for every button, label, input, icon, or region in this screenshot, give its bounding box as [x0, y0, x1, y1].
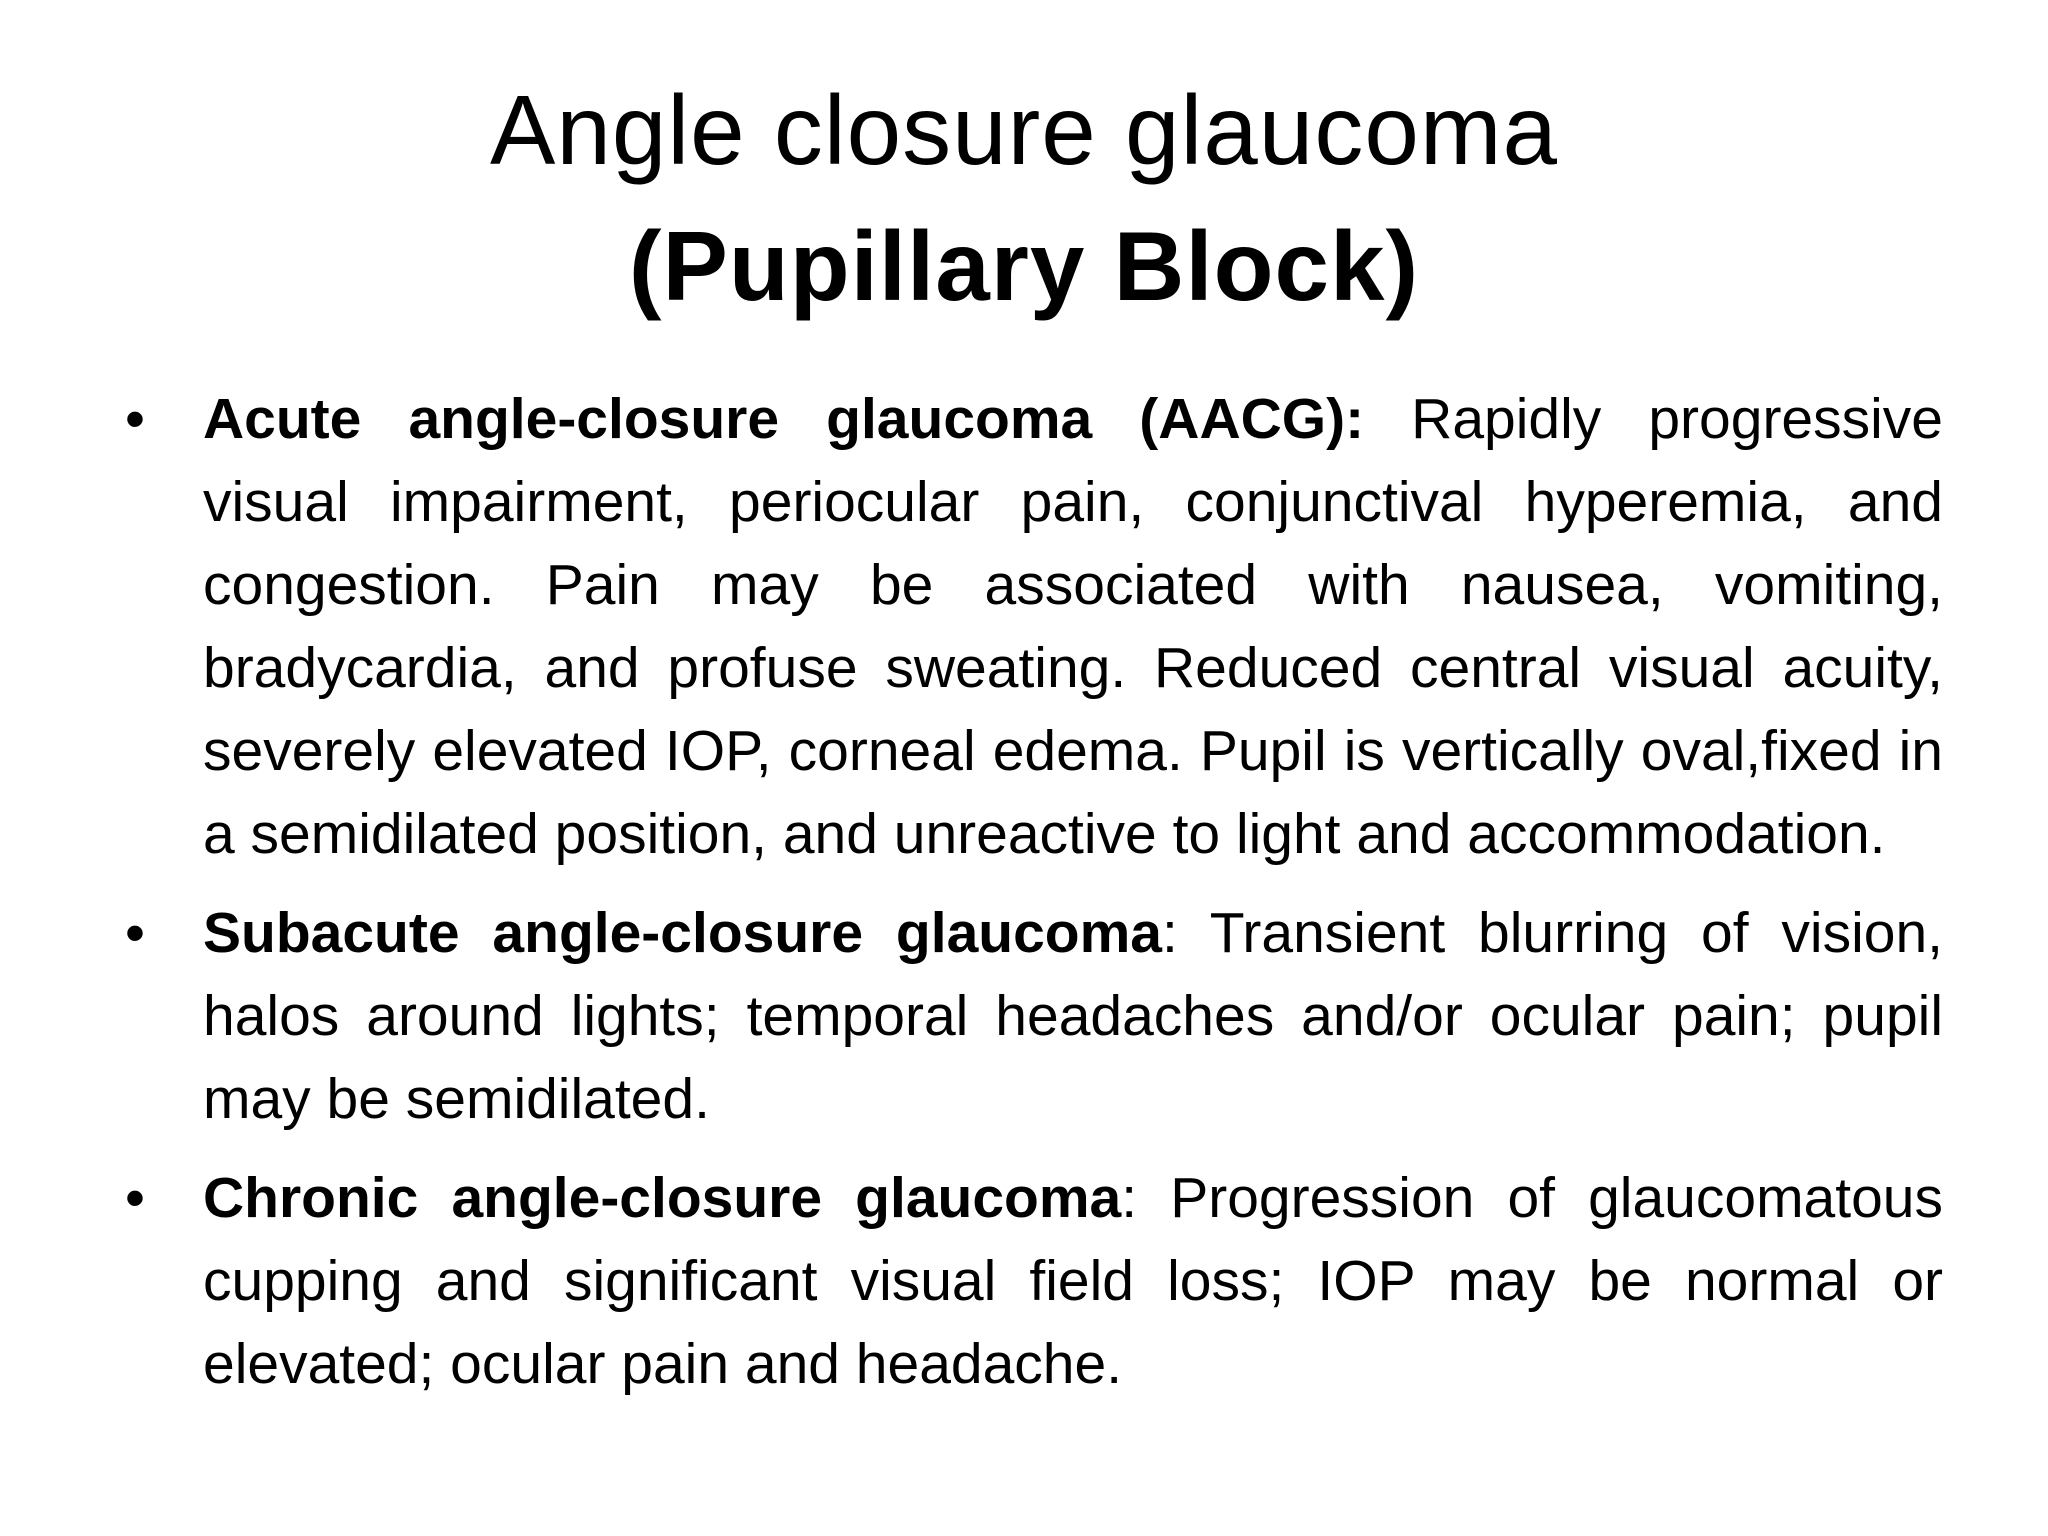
bullet-item-subacute [125, 892, 1943, 1141]
bullet-item-chronic [125, 1157, 1943, 1406]
bullet-text: Rapidly progressive visual impairment, periocular pain, conjunctival hyperemia, and congestion. Pain may be associated with nausea, vomiting, bradycardia, and profuse sweating. Reduced central visual acuity, severely elevated IOP, corneal edema. Pupil is vertically oval,fixed in a semidilated position, and unreactive to light and accommodation. [203, 387, 1943, 866]
title-line-main: Angle closure glaucoma [490, 75, 1558, 185]
bullet-icon: • [125, 901, 145, 965]
bullet-term: Subacute angle-closure glaucoma [203, 901, 1162, 965]
bullet-separator: : [1121, 1166, 1138, 1230]
bullet-list [125, 378, 1943, 1422]
title-line-subtitle: (Pupillary Block) [628, 211, 1420, 321]
bullet-icon: • [125, 1166, 145, 1230]
bullet-icon: • [125, 387, 145, 451]
bullet-text: Progression of glaucomatous cupping and significant visual field loss; IOP may be normal or elevated; ocular pain and headache. [203, 1166, 1943, 1396]
slide-title [0, 62, 2048, 334]
bullet-separator: : [1162, 901, 1178, 965]
bullet-term: Acute angle-closure glaucoma (AACG): [203, 387, 1365, 451]
bullet-term: Chronic angle-closure glaucoma [203, 1166, 1122, 1230]
bullet-item-acute [125, 378, 1943, 876]
bullet-text: Transient blurring of vision, halos around lights; temporal headaches and/or ocular pain; pupil may be semidilated. [203, 901, 1943, 1131]
